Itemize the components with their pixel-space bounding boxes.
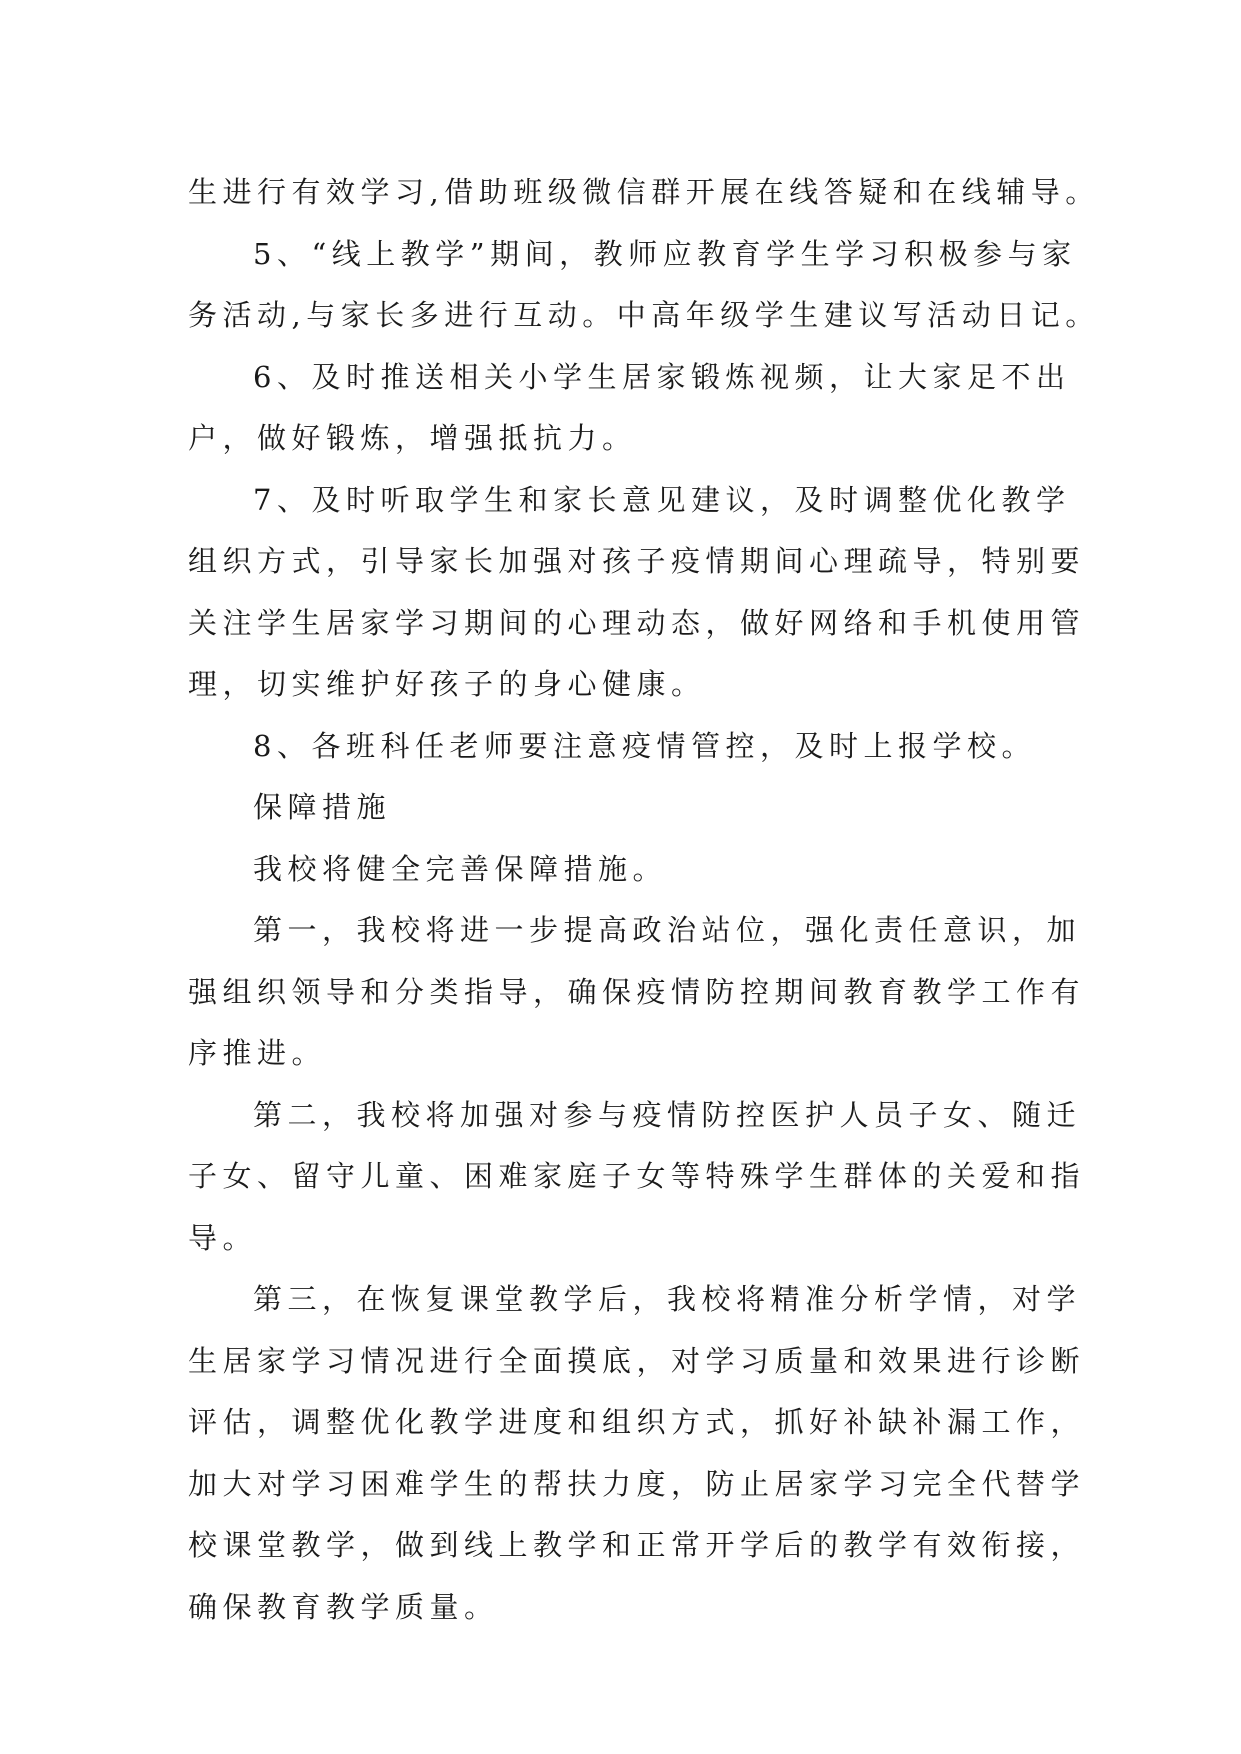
text-line-5: 户，做好锻炼，增强抵抗力。 — [188, 421, 637, 455]
body-text — [188, 162, 1100, 1638]
text-line-8: 关注学生居家学习期间的心理动态，做好网络和手机使用管 — [188, 605, 1086, 640]
text-line-9: 理，切实维护好孩子的身心健康。 — [188, 667, 706, 701]
text-line-22: 加大对学习困难学生的帮扶力度，防止居家学习完全代替学 — [188, 1466, 1086, 1501]
text-line-7: 组织方式，引导家长加强对孩子疫情期间心理疏导，特别要 — [188, 544, 1086, 578]
text-line-19: 第三，在恢复课堂教学后，我校将精准分析学情，对学 — [253, 1282, 1082, 1316]
text-line-4: 6、及时推送相关小学生居家锻炼视频，让大家足不出 — [253, 359, 1071, 394]
text-line-18: 导。 — [188, 1220, 258, 1255]
text-line-17: 子女、留守儿童、困难家庭子女等特殊学生群体的关爱和指 — [188, 1159, 1086, 1193]
text-line-14: 强组织领导和分类指导，确保疫情防控期间教育教学工作有 — [188, 974, 1086, 1009]
text-line-2: 5、“线上教学”期间，教师应教育学生学习积极参与家 — [253, 236, 1077, 271]
text-line-13: 第一，我校将进一步提高政治站位，强化责任意识，加 — [253, 913, 1082, 947]
text-line-23: 校课堂教学，做到线上教学和正常开学后的教学有效衔接， — [188, 1528, 1086, 1562]
text-line-20: 生居家学习情况进行全面摸底，对学习质量和效果进行诊断 — [188, 1343, 1086, 1378]
text-line-1: 生进行有效学习,借助班级微信群开展在线答疑和在线辅导。 — [188, 175, 1100, 209]
text-line-3: 务活动,与家长多进行互动。中高年级学生建议写活动日记。 — [188, 298, 1100, 332]
text-line-12: 我校将健全完善保障措施。 — [253, 851, 668, 886]
text-line-10: 8、各班科任老师要注意疫情管控，及时上报学校。 — [253, 728, 1036, 763]
section-heading: 保障措施 — [253, 790, 392, 824]
text-line-15: 序推进。 — [188, 1036, 327, 1070]
text-line-24: 确保教育教学质量。 — [188, 1589, 499, 1624]
text-line-6: 7、及时听取学生和家长意见建议，及时调整优化教学 — [253, 482, 1071, 517]
text-line-21: 评估，调整优化教学进度和组织方式，抓好补缺补漏工作， — [188, 1405, 1086, 1439]
text-line-16: 第二，我校将加强对参与疫情防控医护人员子女、随迁 — [253, 1097, 1082, 1132]
